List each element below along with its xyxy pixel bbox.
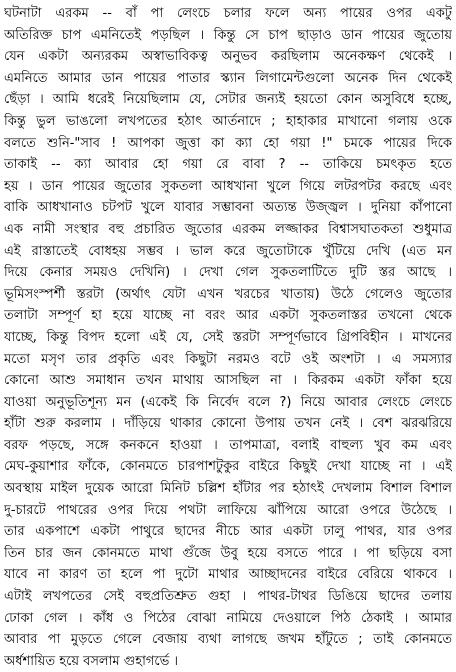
text-line: এটাই লখপতের সেই বহুপ্রতিশ্রুত গুহা । পাথর-টাথর ডিঙিয়ে ছাদের তলায় — [4, 589, 452, 605]
text-line: যাওয়া অনুভূতিশূন্য মন (একেই কি নির্বেদ বলে ?) নিয়ে আবার লেংচে লেংচে — [4, 394, 452, 410]
text-line: এক নামী সংস্থার বহু প্রচারিত জুতোর এরকম লজ্জাকর বিশ্বাসঘাতকতা শুধুমাত্র — [4, 221, 452, 237]
text-line: কিন্তু ভুল ভাঙলো লখপতের হঠাৎ আর্তনাদে ; হাহাকার মাখানো গলায় ওকে — [4, 113, 452, 129]
text-line: কোনো আশু সমাধান তখন মাথায় আসছিল না । কিরকম একটা ফাঁকা হয়ে — [4, 373, 452, 389]
text-line: ছেঁড়া । আমি ধরেই নিয়েছিলাম যে, সেটার জন্যই হয়তো কোন অসুবিধে হচ্ছে, — [4, 92, 452, 108]
text-line: অর্ধশায়িত হয়ে বসলাম গুহাগর্ভে । — [4, 653, 179, 669]
text-line: মেঘ-কুয়াশার ফাঁকে, কোনমতে চারপাশটুকুর বাইরে কিছুই দেখা যাচ্ছে না । এই — [4, 459, 452, 475]
text-line: এই রাস্তাতেই বোধহয় সম্ভব । ভাল করে জুতোটাকে খুঁটিয়ে দেখি (এত মন — [4, 243, 452, 259]
text-line: যাচ্ছে, কিন্তু বিপদ হলো এই যে, সেই স্তরটা সম্পূর্ণভাবে গ্রিপবিহীন । মাখনের — [4, 329, 452, 345]
text-line: আবার পা মুড়তে গেলে বেজায় ব্যথা লাগছে জখম হাঁটুতে ; তাই কোনমতে — [4, 632, 452, 648]
text-line: বাকি আধখানাও চটপট খুলে যাবার সম্ভাবনা অত্যন্ত উজ্জ্বল । দুনিয়া কাঁপানো — [4, 200, 452, 216]
text-line: ভূমিসংস্পর্শী স্তরটা (অর্থাৎ যেটা এখন খরচের খাতায়) উঠে গেলেও জুতোর — [4, 286, 452, 302]
text-line: যেন একটা অন্যরকম অস্বাভাবিকত্ব অনুভব করছিলাম অনেকক্ষণ থেকেই । — [4, 49, 452, 65]
text-line: দু-চারটে পাথরের ওপর দিয়ে পথটা লাফিয়ে ঝাঁপিয়ে আরো ওপরে উঠেছে । — [4, 502, 452, 518]
text-line: অবস্থায় মাইল দুয়েক আরো মিনিট চল্লিশ হাঁটার পর হঠাৎই দেখলাম বিশাল বিশাল — [4, 481, 452, 497]
text-line: যাবে না কারণ তা হলে পা দুটো মাথার আচ্ছাদনের বাইরে বেরিয়ে থাকবে । — [4, 567, 452, 583]
text-line: তাকাই -- ক্যা আবার হো গয়া রে বাবা ? -- তাকিয়ে চমৎকৃত হতে — [4, 157, 452, 173]
text-line: ঢোকা গেল । কাঁধ ও পিঠের বোঝা নামিয়ে দেওয়ালে পিঠ ঠেকাই । আমার — [4, 610, 452, 626]
text-line: তিন চার জন কোনমতে মাথা গুঁজে উবু হয়ে বসতে পারে । পা ছড়িয়ে বসা — [4, 545, 452, 561]
text-line: এমনিতে আমার ডান পায়ের পাতার স্ক্যান লিগামেন্টগুলো অনেক দিন থেকেই — [4, 70, 452, 86]
text-line: ঘটনাটা এরকম -- বাঁ পা লেংচে চলার ফলে অন্য পায়ের ওপর একটু — [4, 6, 452, 21]
text-line: হাঁটা শুরু করলাম । দাঁড়িয়ে থাকার কোনো উপায় তখন নেই । বেশ ঝরঝরিয়ে — [4, 416, 452, 432]
text-line: তলাটা সম্পূর্ণ হা হয়ে যাচ্ছে না বরং আর একটা সুকতলাস্তর তখনো থেকে — [4, 308, 452, 324]
text-line: হয় । ডান পায়ের জুতোর সুকতলা আধখানা খুলে গিয়ে লটরপটর করছে এবং — [4, 178, 452, 194]
text-line: বলতে শুনি-"সাব ! আপকা জুত্তা কা ক্যা হো গয়া !" চমকে পায়ের দিকে — [4, 135, 452, 151]
text-line: বরফ পড়ছে, সঙ্গে কনকনে হাওয়া । তাপমাত্রা, বলাই বাহুল্য খুব কম এবং — [4, 437, 452, 453]
text-line: মতো মসৃণ তার প্রকৃতি এবং কিছুটা নরমও বটে ওই অংশটা । এ সমস্যার — [4, 351, 452, 367]
text-line: অতিরিক্ত চাপ এমনিতেই পড়ছিল । কিন্তু সে চাপ ছাড়াও ডান পায়ের জুতোয় — [4, 27, 452, 43]
text-line: দিয়ে কেনার সময়ও দেখিনি) । দেখা গেল সুকতলাটিতে দুটি স্তর আছে । — [4, 265, 452, 281]
text-line: তার একপাশে একটা পাথুরে ছাদের নীচে আর একটা ঢালু পাথর, যার ওপর — [4, 524, 452, 540]
